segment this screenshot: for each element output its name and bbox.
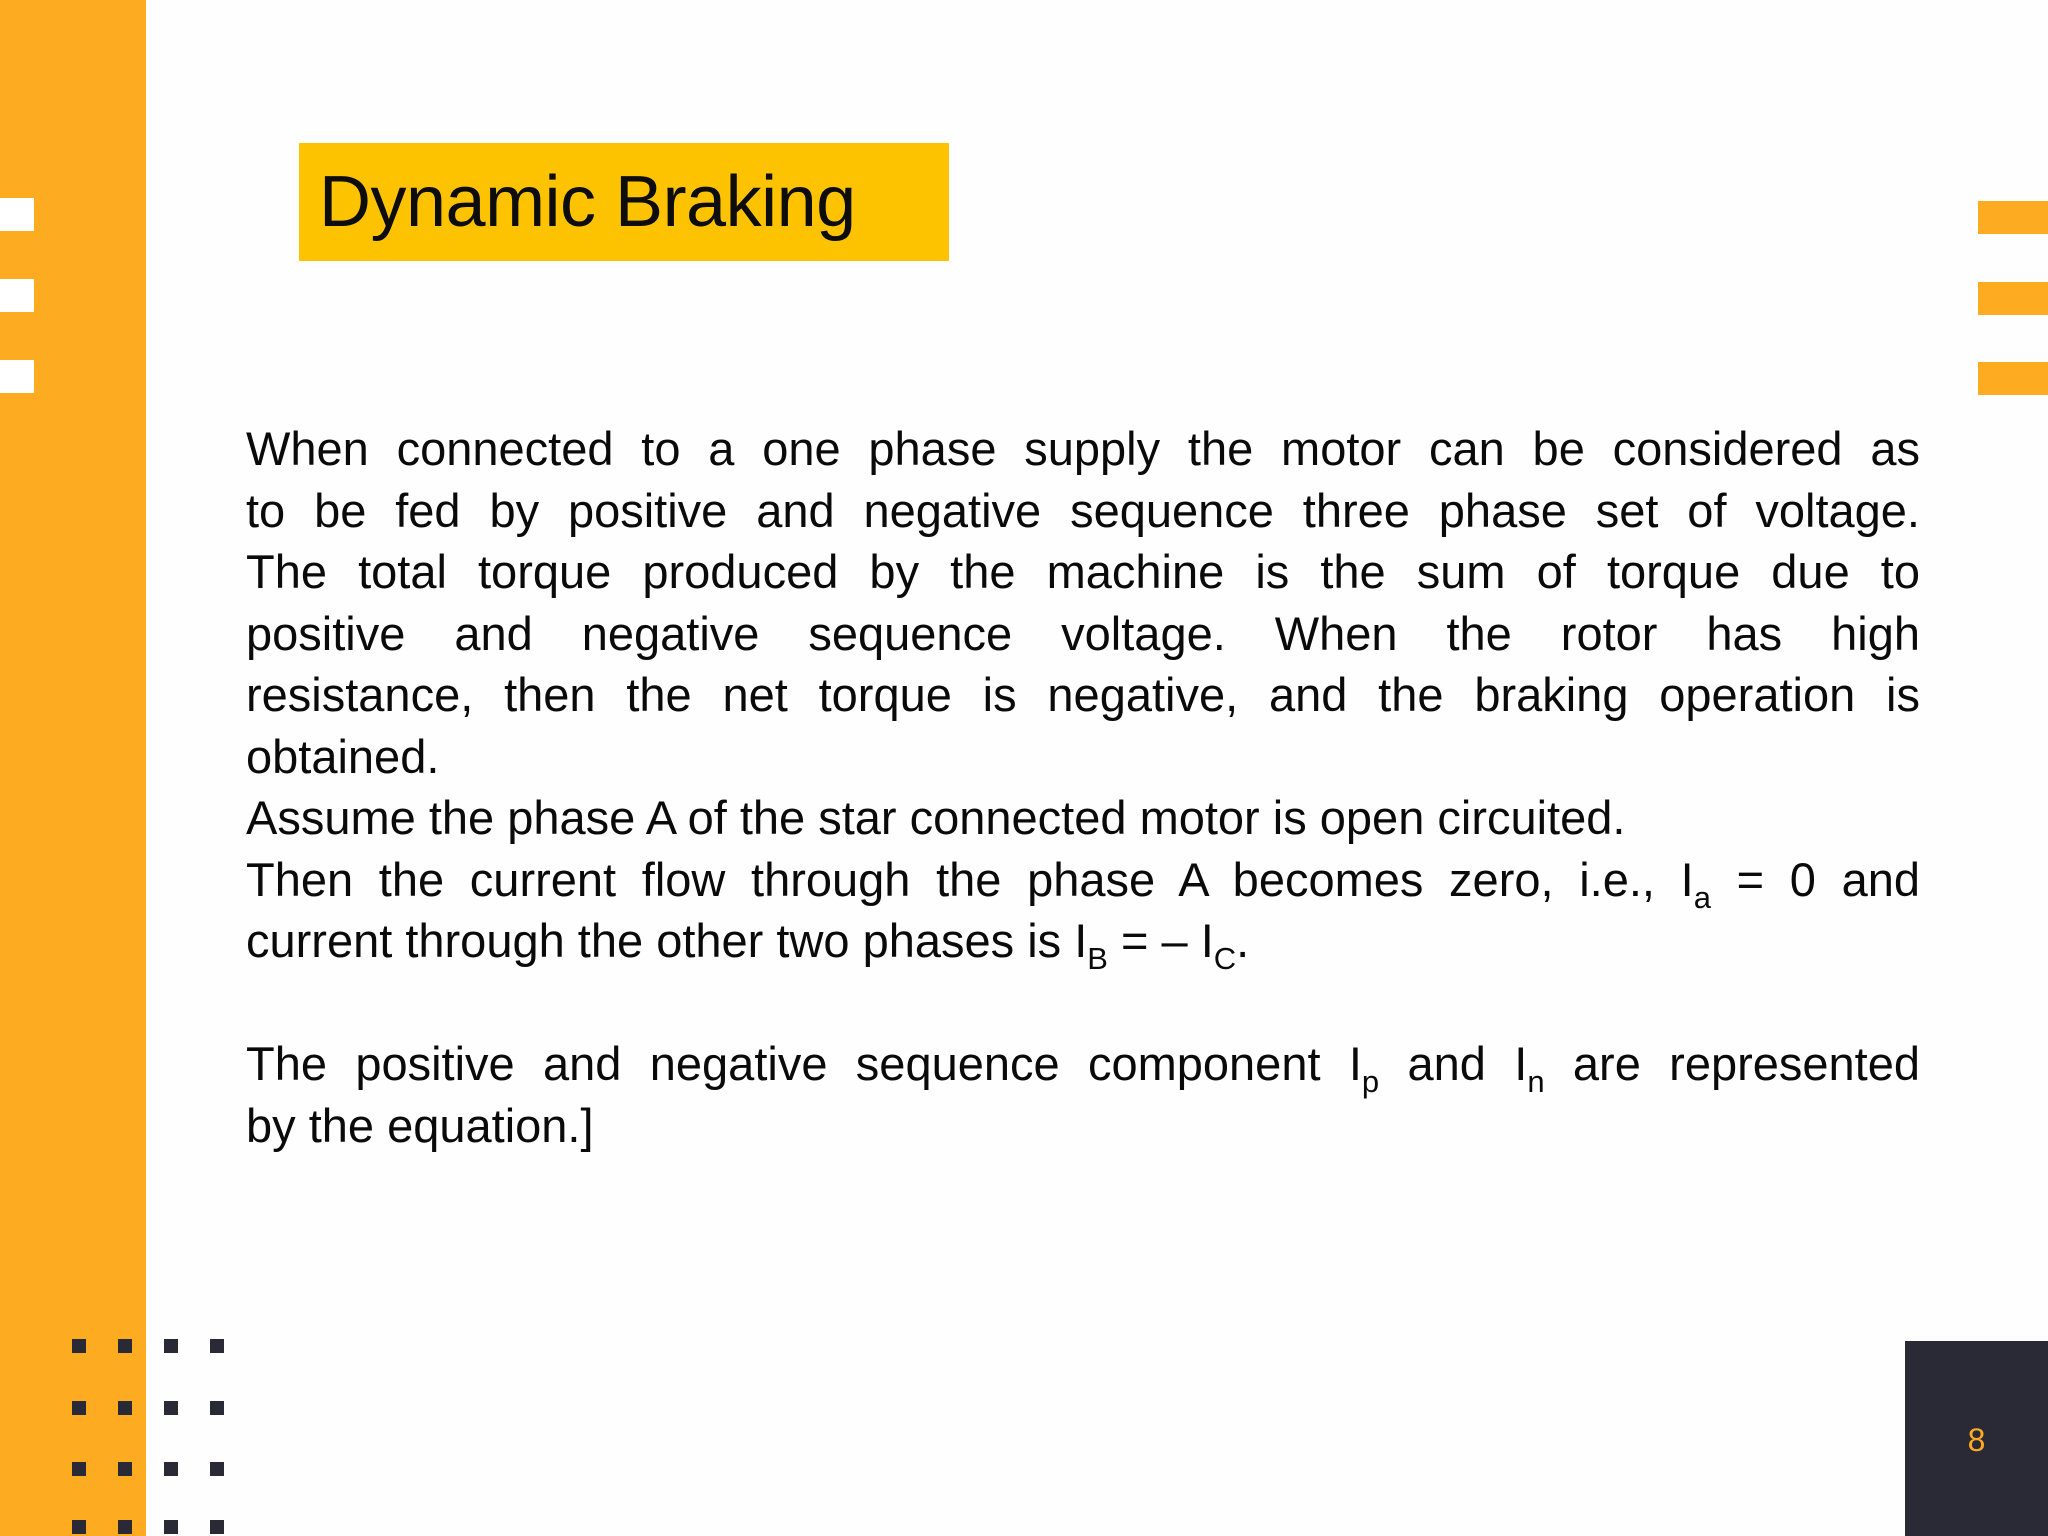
blank-line: [246, 972, 1920, 1034]
left-notch-2: [0, 279, 34, 312]
para1-line-2: to be fed by positive and negative sequence three phase set of voltage.: [246, 483, 1920, 537]
dot-1-3: [210, 1401, 224, 1415]
page-number: 8: [1967, 1422, 1986, 1458]
para1-line-3: The total torque produced by the machine is the sum of torque due to: [246, 545, 1920, 598]
left-notch-1: [0, 198, 34, 231]
dot-0-3: [210, 1339, 224, 1353]
dot-0-2: [164, 1339, 178, 1353]
right-stripe-3: [1978, 362, 2048, 395]
right-stripe-1: [1978, 201, 2048, 234]
para1-line-5: resistance, then the net torque is negative, and the braking operation is: [246, 668, 1920, 721]
dot-2-1: [118, 1462, 132, 1476]
right-stripe-2: [1978, 282, 2048, 315]
para1-line-1: When connected to a one phase supply the motor can be considered as: [246, 422, 1920, 475]
page-number-box: [1905, 1341, 2048, 1536]
dot-1-1: [118, 1401, 132, 1415]
para3-line-1: Then the current flow through the phase A becomes zero, i.e., $I_a = 0$ and: [246, 852, 1920, 915]
para1-line-4: positive and negative sequence voltage. When the rotor has high: [246, 606, 1920, 660]
dot-1-2: [164, 1401, 178, 1415]
dot-1-0: [72, 1401, 86, 1415]
para4-line-1: The positive and negative sequence component $I_p$ and $I_n$ are represented: [246, 1037, 1920, 1099]
dot-2-0: [72, 1462, 86, 1476]
dot-0-0: [72, 1339, 86, 1353]
dot-3-3: [210, 1520, 224, 1534]
title-box: [299, 143, 949, 261]
slide-title: Dynamic Braking: [319, 162, 856, 242]
dot-0-1: [118, 1339, 132, 1353]
para1-line-6: obtained.: [246, 729, 440, 783]
dot-3-0: [72, 1520, 86, 1534]
dot-3-1: [118, 1520, 132, 1534]
dot-2-2: [164, 1462, 178, 1476]
para3-line-2: current through the other two phases is $I_B$ = – $I_C$.: [246, 914, 1250, 976]
left-notch-3: [0, 360, 34, 393]
dot-2-3: [210, 1462, 224, 1476]
para2-line: Assume the phase A of the star connected motor is open circuited.: [246, 791, 1626, 844]
para4-line-2: by the equation.]: [246, 1098, 594, 1152]
dot-3-2: [164, 1520, 178, 1534]
body-text: [246, 418, 1920, 1156]
